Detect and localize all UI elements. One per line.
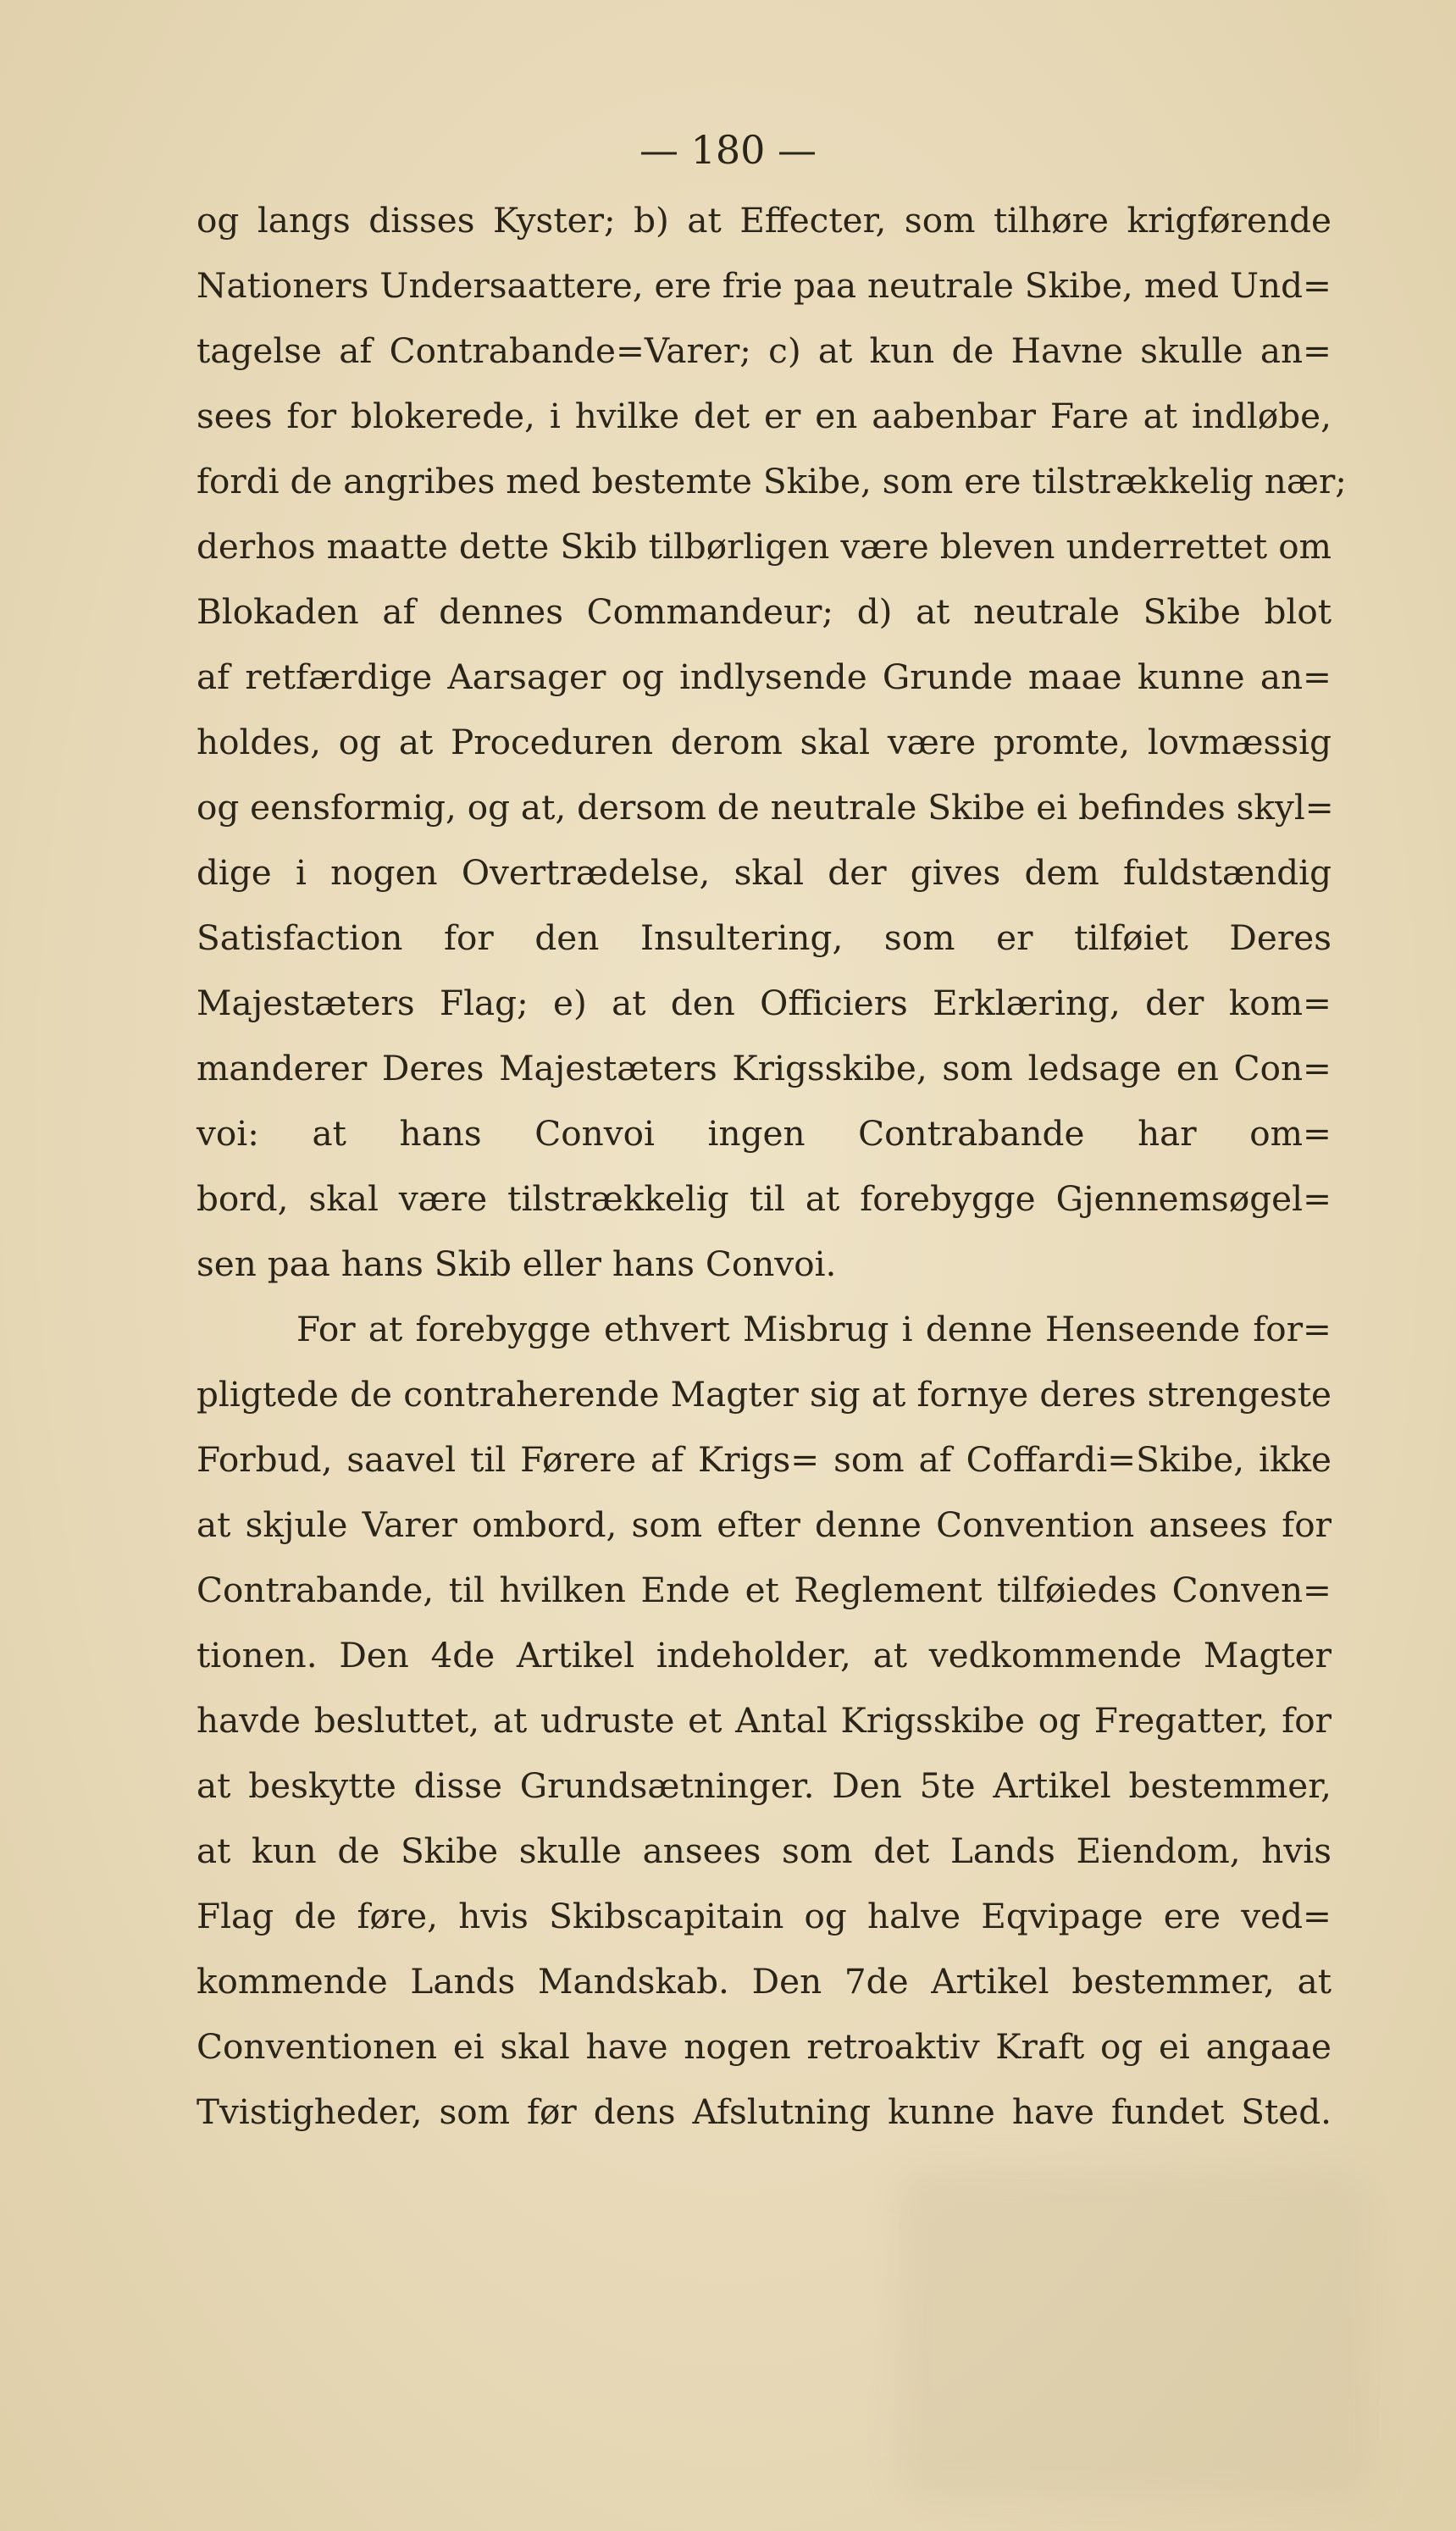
text-line: kommende Lands Mandskab. Den 7de Artikel bestemmer, at (197, 1961, 1331, 2002)
paper-stain (898, 2168, 1372, 2499)
text-line: havde besluttet, at udruste et Antal Krigsskibe og Fregatter, for (197, 1700, 1331, 1741)
text-line: Contrabande, til hvilken Ende et Reglement tilføiedes Conven= (197, 1570, 1331, 1610)
text-line: Majestæters Flag; e) at den Officiers Erklæring, der kom= (197, 983, 1331, 1023)
text-line: derhos maatte dette Skib tilbørligen være bleven underrettet om (197, 526, 1331, 567)
text-line: dige i nogen Overtrædelse, skal der gives dem fuldstændig (197, 852, 1331, 893)
text-line: at skjule Varer ombord, som efter denne Convention ansees for (197, 1504, 1331, 1545)
text-line: tionen. Den 4de Artikel indeholder, at vedkommende Magter (197, 1635, 1331, 1675)
text-line: holdes, og at Proceduren derom skal være promte, lovmæssig (197, 722, 1331, 762)
page-number: — 180 — (639, 127, 817, 173)
text-line: Flag de føre, hvis Skibscapitain og halve Eqvipage ere ved= (197, 1896, 1331, 1936)
text-line: at kun de Skibe skulle ansees som det Lands Eiendom, hvis (197, 1830, 1331, 1871)
text-line: voi: at hans Convoi ingen Contrabande har om= (197, 1113, 1331, 1154)
text-line: og eensformig, og at, dersom de neutrale Skibe ei befindes skyl= (197, 787, 1334, 828)
text-line: pligtede de contraherende Magter sig at fornye deres strengeste (197, 1374, 1331, 1415)
text-line: Blokaden af dennes Commandeur; d) at neutrale Skibe blot (197, 591, 1331, 632)
text-line: af retfærdige Aarsager og indlysende Grunde maae kunne an= (197, 656, 1331, 697)
text-line: Tvistigheder, som før dens Afslutning kunne have fundet Sted. (197, 2091, 1331, 2132)
text-line: manderer Deres Majestæters Krigsskibe, som ledsage en Con= (197, 1048, 1331, 1088)
text-line: og langs disses Kyster; b) at Effecter, som tilhøre krigførende (197, 200, 1331, 241)
text-line: fordi de angribes med bestemte Skibe, som ere tilstrækkelig nær; (197, 461, 1347, 501)
text-line: at beskytte disse Grundsætninger. Den 5te Artikel bestemmer, (197, 1765, 1331, 1806)
text-line: Conventionen ei skal have nogen retroaktiv Kraft og ei angaae (197, 2026, 1331, 2067)
text-line: Forbud, saavel til Førere af Krigs= som af Coffardi=Skibe, ikke (197, 1439, 1331, 1480)
text-line: Satisfaction for den Insultering, som er tilføiet Deres (197, 917, 1331, 958)
body-text (197, 188, 1347, 2145)
text-line: sen paa hans Skib eller hans Convoi. (197, 1243, 837, 1284)
text-line: For at forebygge ethvert Misbrug i denne Henseende for= (296, 1309, 1331, 1349)
text-line: tagelse af Contrabande=Varer; c) at kun de Havne skulle an= (197, 330, 1331, 371)
text-line: Nationers Undersaattere, ere frie paa neutrale Skibe, med Und= (197, 265, 1331, 306)
paragraph-1 (197, 188, 1347, 1297)
text-line: bord, skal være tilstrækkelig til at forebygge Gjennemsøgel= (197, 1178, 1331, 1219)
text-line: sees for blokerede, i hvilke det er en aabenbar Fare at indløbe, (197, 396, 1331, 436)
paragraph-2 (197, 1297, 1331, 2145)
